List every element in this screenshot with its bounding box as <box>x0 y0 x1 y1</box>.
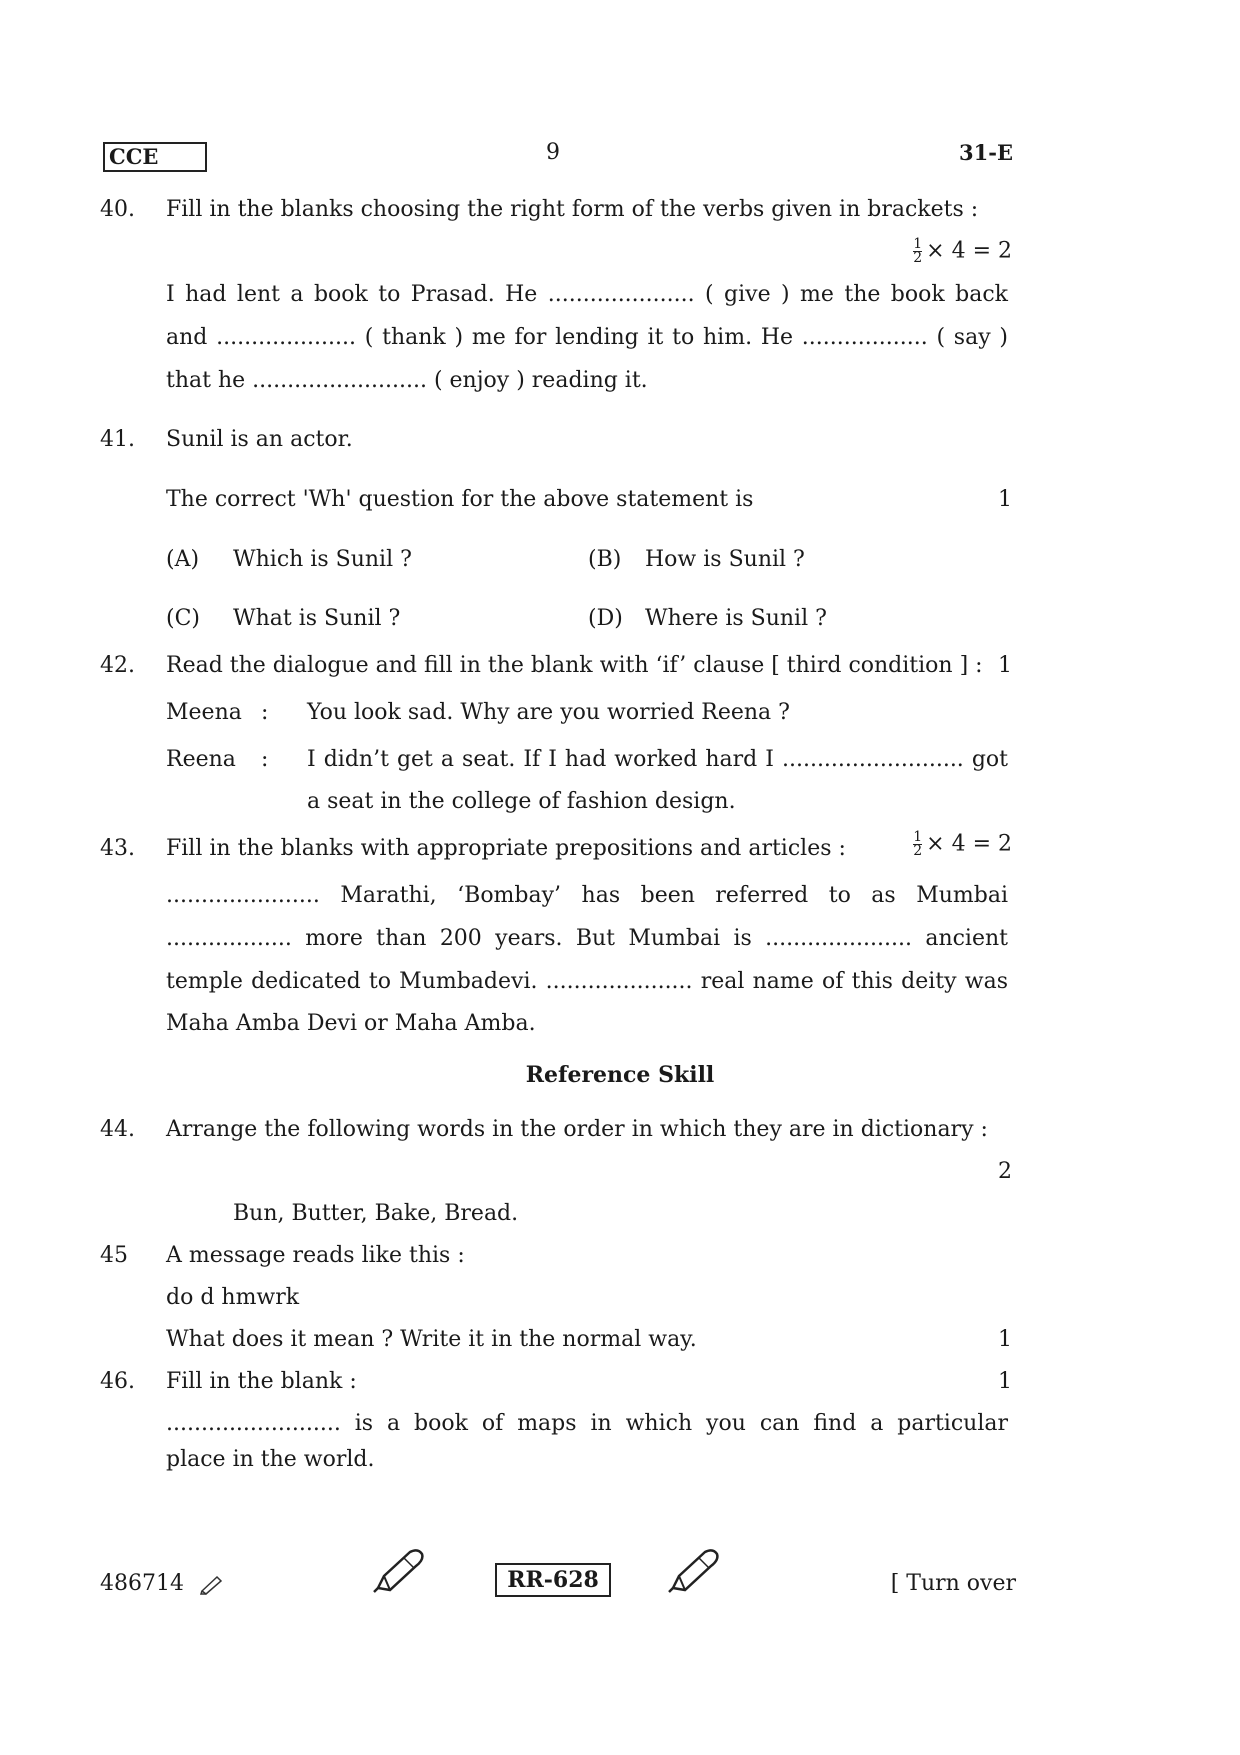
fountain-pen-icon-right <box>665 1546 723 1594</box>
q41-option-c: What is Sunil ? <box>233 606 401 631</box>
q41-option-b: How is Sunil ? <box>645 547 805 572</box>
q43-line3: temple dedicated to Mumbadevi. ..................... real name of this deity was <box>166 969 1008 994</box>
q40-marks: $\frac{1}{2}$ × 4 = 2 <box>913 236 1012 266</box>
q44-words: Bun, Butter, Bake, Bread. <box>233 1201 519 1226</box>
q40-number: 40. <box>100 197 135 222</box>
q43-number: 43. <box>100 836 135 861</box>
q41-option-d: Where is Sunil ? <box>645 606 827 631</box>
q41-option-d-label: (D) <box>588 606 623 631</box>
q42-colon-1: : <box>261 700 269 725</box>
q45-question: What does it mean ? Write it in the normal way. <box>166 1327 697 1352</box>
q42-number: 42. <box>100 653 135 678</box>
q42-dialogue-3: a seat in the college of fashion design. <box>307 789 736 814</box>
q43-line2: .................. more than 200 years. But Mumbai is ..................... ancient <box>166 926 1008 951</box>
q42-speaker-meena: Meena <box>166 700 242 725</box>
q44-number: 44. <box>100 1117 135 1142</box>
q41-option-c-label: (C) <box>166 606 200 631</box>
q44-prompt: Arrange the following words in the order in which they are in dictionary : <box>166 1117 988 1142</box>
pencil-icon <box>199 1573 225 1595</box>
cce-box: CCE <box>103 142 207 172</box>
q41-marks: 1 <box>998 487 1012 512</box>
paper-code: 31-E <box>959 140 1013 165</box>
q43-marks: $\frac{1}{2}$ × 4 = 2 <box>913 829 1012 859</box>
q40-line1: I had lent a book to Prasad. He ..................... ( give ) me the book back <box>166 282 1008 307</box>
q40-line2: and .................... ( thank ) me for lending it to him. He .................. ( say ) <box>166 325 1008 350</box>
page-number: 9 <box>546 140 560 165</box>
fountain-pen-icon-left <box>370 1546 428 1594</box>
q40-marks-fraction: $\frac{1}{2}$ <box>913 236 923 266</box>
q43-line1: ...................... Marathi, ‘Bombay’ has been referred to as Mumbai <box>166 883 1008 908</box>
q46-prompt: Fill in the blank : <box>166 1369 357 1394</box>
q45-prompt: A message reads like this : <box>166 1243 465 1268</box>
q41-statement: Sunil is an actor. <box>166 427 353 452</box>
q42-dialogue-2: I didn’t get a seat. If I had worked hard I .......................... got <box>307 747 1008 772</box>
q41-prompt: The correct 'Wh' question for the above statement is <box>166 487 754 512</box>
q46-marks: 1 <box>998 1369 1012 1394</box>
q43-line4: Maha Amba Devi or Maha Amba. <box>166 1011 536 1036</box>
q41-option-b-label: (B) <box>588 547 622 572</box>
q40-prompt: Fill in the blanks choosing the right form of the verbs given in brackets : <box>166 197 979 222</box>
q46-line1: ......................... is a book of maps in which you can find a particular <box>166 1411 1008 1436</box>
q46-line2: place in the world. <box>166 1447 375 1472</box>
q46-number: 46. <box>100 1369 135 1394</box>
q41-option-a: Which is Sunil ? <box>233 547 412 572</box>
q45-message: do d hmwrk <box>166 1285 300 1310</box>
q42-speaker-reena: Reena <box>166 747 236 772</box>
q42-marks: 1 <box>998 653 1012 678</box>
section-heading: Reference Skill <box>525 1062 715 1088</box>
q45-marks: 1 <box>998 1327 1012 1352</box>
q43-marks-fraction: $\frac{1}{2}$ <box>913 829 923 859</box>
q42-dialogue-1: You look sad. Why are you worried Reena ? <box>307 700 790 725</box>
turn-over-label: [ Turn over <box>890 1571 1016 1596</box>
q43-prompt: Fill in the blanks with appropriate prepositions and articles : <box>166 836 846 861</box>
footer-serial: 486714 <box>100 1571 184 1596</box>
q41-option-a-label: (A) <box>166 547 200 572</box>
q42-prompt: Read the dialogue and fill in the blank with ‘if’ clause [ third condition ] : <box>166 653 983 678</box>
q42-colon-2: : <box>261 747 269 772</box>
q41-number: 41. <box>100 427 135 452</box>
q44-marks: 2 <box>998 1159 1012 1184</box>
footer-code-box: RR-628 <box>495 1563 611 1597</box>
q40-line3: that he ......................... ( enjoy ) reading it. <box>166 368 648 393</box>
q45-number: 45 <box>100 1243 128 1268</box>
